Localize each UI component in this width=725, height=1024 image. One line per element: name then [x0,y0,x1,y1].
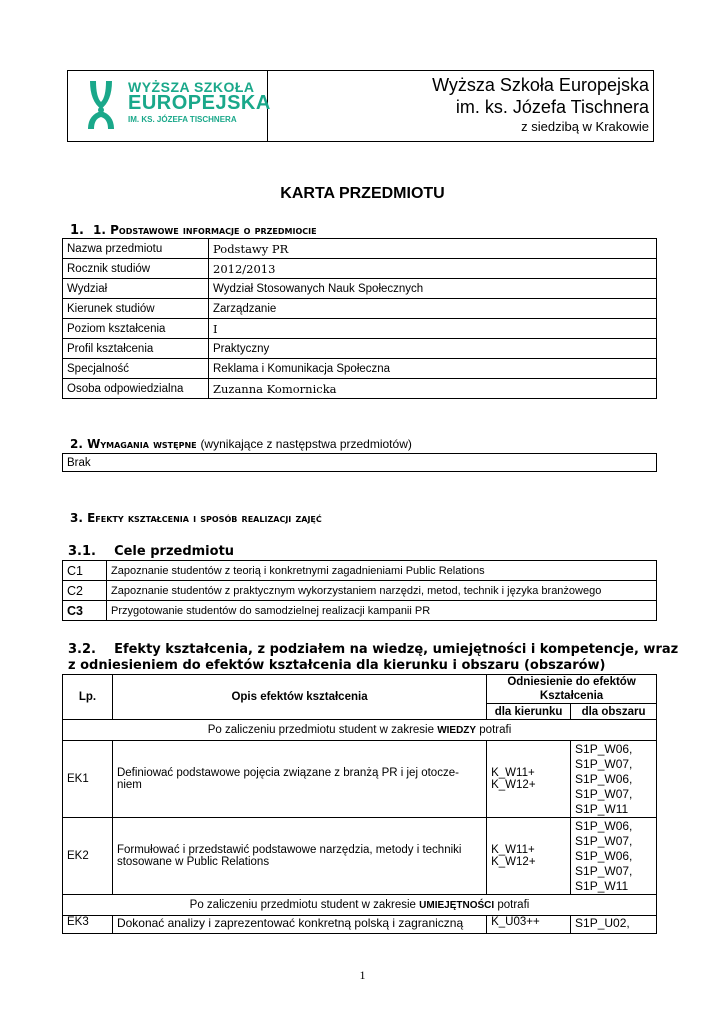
info-label: Poziom kształcenia [63,319,209,339]
col-obsz-header: dla obszaru [571,704,657,720]
school-name-block [432,71,649,136]
ek2-obsz [571,818,657,895]
ek1-obsz-3: S1P_W07, [575,786,633,801]
ek1-desc-line2: niem [116,779,142,791]
ek2-kier-line1: K_W11+ [491,844,535,856]
ek2-obsz-1: S1P_W07, [575,833,633,848]
ek2-lp: EK2 [63,818,113,895]
ek1-kier-line2: K_W12+ [491,779,536,791]
ek1-obsz-4: S1P_W11 [575,801,629,816]
school-name: Wyższa Szkoła Europejska [432,75,649,95]
info-row [63,319,657,339]
info-label: Profil kształcenia [63,339,209,359]
ek1-obsz-1: S1P_W07, [575,756,633,771]
band-wiedzy-pre: Po zaliczeniu przedmiotu student w zakresie [207,724,438,736]
logo-text-line3: IM. KS. JÓZEFA TISCHNERA [128,115,237,124]
prerequisites-table [62,453,657,472]
ek2-kier-line2: K_W12+ [491,856,536,868]
goal-row [63,561,657,581]
school-patron: im. ks. Józefa Tischnera [455,97,649,117]
info-row [63,359,657,379]
effects-title-line1: 3.2. Efekty kształcenia, z podziałem na wiedzę, umiejętności i kompetencje, wraz [68,642,679,657]
col-ref-header [487,675,657,704]
ek3-desc: Dokonać analizy i zaprezentować konkretną polską i zagraniczną [112,916,486,934]
goal-row [63,581,657,601]
col-lp-header: Lp. [63,675,113,720]
goal-code: C3 [63,601,107,621]
ek2-desc-line2: stosowane w Public Relations [116,856,270,868]
band-umiej-key: UMIEJĘTNOŚCI [419,900,495,911]
col-ref-header-line2: Kształcenia [539,690,604,702]
ek1-kier [487,741,571,818]
band-umiej-post: potrafi [494,899,530,911]
section1-title: 1. 1. Podstawowe informacje o przedmiocie [70,223,317,238]
info-row [63,379,657,399]
header-box [67,70,654,142]
goal-text: Zapoznanie studentów z teorią i konkretnymi zagadnieniami Public Relations [107,561,657,581]
info-label: Nazwa przedmiotu [63,239,209,259]
info-value: 2012/2013 [209,259,657,279]
col-ref-header-line1: Odniesienie do efektów [507,676,636,688]
school-logo [68,71,271,141]
ek2-obsz-0: S1P_W06, [575,818,633,833]
section2-subtitle: (wynikające z następstwa przedmiotów) [200,437,412,451]
ek1-obsz [571,741,657,818]
section1-title-text: 1. Podstawowe informacje o przedmiocie [93,223,317,237]
info-value: Podstawy PR [209,239,657,259]
col-desc-header: Opis efektów kształcenia [112,675,486,720]
info-value: Reklama i Komunikacja Społeczna [209,359,657,379]
ek2-obsz-3: S1P_W07, [575,863,633,878]
ek2-obsz-2: S1P_W06, [575,848,633,863]
band-wiedzy-key: WIEDZY [437,725,477,736]
ek2-kier [487,818,571,895]
effects-table [62,674,657,934]
info-row [63,259,657,279]
band-umiejetnosci [63,895,657,916]
logo-text-line1: WYŻSZA SZKOŁA [128,79,255,95]
effects-title [68,642,679,674]
goal-text: Przygotowanie studentów do samodzielnej realizacji kampanii PR [107,601,657,621]
basic-info-table [62,238,657,399]
section2-title [70,437,412,451]
info-value: Zarządzanie [209,299,657,319]
info-value: Zuzanna Komornicka [209,379,657,399]
ek1-kier-line1: K_W11+ [491,767,535,779]
goals-title: 3.1. Cele przedmiotu [68,544,235,559]
document-title: KARTA PRZEDMIOTU [280,185,445,202]
band-umiej-pre: Po zaliczeniu przedmiotu student w zakresie [189,899,420,911]
info-value: Wydział Stosowanych Nauk Społecznych [209,279,657,299]
info-row [63,279,657,299]
logo-text-line2: EUROPEJSKA [128,92,271,114]
effects-title-line2: z odniesieniem do efektów kształcenia dla kierunku i obszaru (obszarów) [68,658,606,673]
info-row [63,299,657,319]
page-number: 1 [359,968,366,982]
ek1-desc [112,741,486,818]
band-wiedzy-post: potrafi [476,724,512,736]
ek2-desc-line1: Formułować i przedstawić podstawowe narzędzia, metody i techniki [116,844,462,856]
ek2-desc [112,818,486,895]
ek3-kier: K_U03++ [487,916,571,934]
info-label: Specjalność [63,359,209,379]
ek3-obsz: S1P_U02, [571,916,657,934]
goals-table [62,560,657,621]
prerequisites-value: Brak [63,454,657,472]
info-label: Kierunek studiów [63,299,209,319]
info-label: Wydział [63,279,209,299]
goal-text: Zapoznanie studentów z praktycznym wykorzystaniem narzędzi, metod, technik i języka branżowego [107,581,657,601]
ek2-obsz-4: S1P_W11 [575,878,629,893]
info-label: Rocznik studiów [63,259,209,279]
info-label: Osoba odpowiedzialna [63,379,209,399]
goal-row [63,601,657,621]
goal-code: C2 [63,581,107,601]
ek1-obsz-2: S1P_W06, [575,771,633,786]
section3-title: 3. Efekty kształcenia i sposób realizacji zajęć [70,511,322,525]
info-value: I [209,319,657,339]
goal-code: C1 [63,561,107,581]
info-row [63,239,657,259]
info-value: Praktyczny [209,339,657,359]
ek1-obsz-0: S1P_W06, [575,741,633,756]
ek1-lp: EK1 [63,741,113,818]
school-seat: z siedzibą w Krakowie [521,119,649,134]
ek3-lp: EK3 [63,916,113,934]
section2-title-text: 2. Wymagania wstępne [70,437,197,451]
info-row [63,339,657,359]
band-wiedzy [63,720,657,741]
col-kier-header: dla kierunku [487,704,571,720]
ek1-desc-line1: Definiować podstawowe pojęcia związane z branżą PR i jej otocze- [116,767,459,779]
